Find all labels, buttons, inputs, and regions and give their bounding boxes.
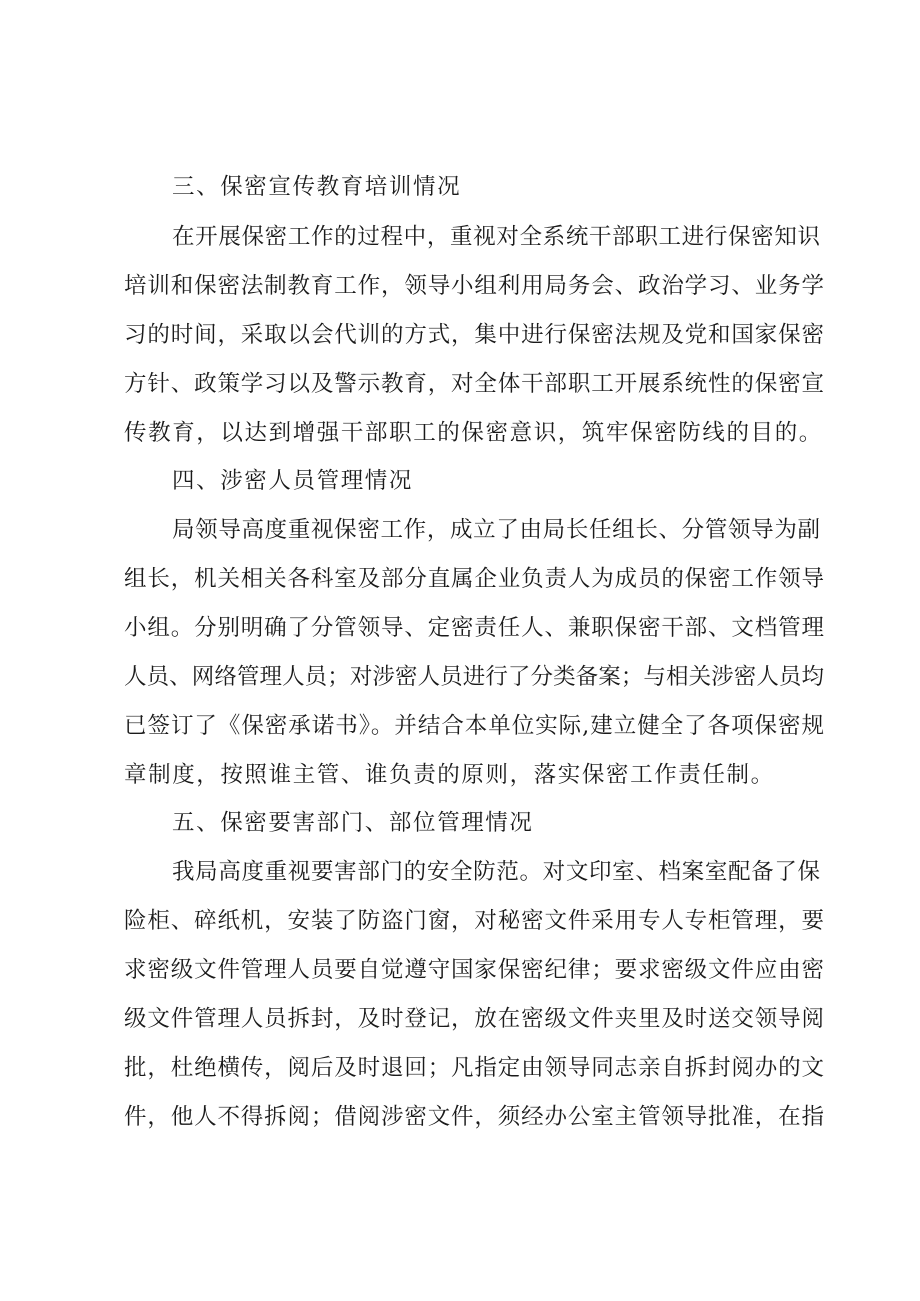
paragraph-line: 我局高度重视要害部门的安全防范。对文印室、档案室配备了保 [172, 859, 820, 885]
section-heading-3: 三、保密宣传教育培训情况 [172, 174, 462, 200]
paragraph-line: 组长，机关相关各科室及部分直属企业负责人为成员的保密工作领导 [124, 566, 824, 592]
paragraph-line: 件，他人不得拆阅；借阅涉密文件，须经办公室主管领导批准，在指 [124, 1104, 824, 1130]
paragraph-line: 险柜、碎纸机，安装了防盗门窗，对秘密文件采用专人专柜管理，要 [124, 908, 824, 934]
paragraph-line: 局领导高度重视保密工作，成立了由局长任组长、分管领导为副 [172, 517, 820, 543]
section-heading-5: 五、保密要害部门、部位管理情况 [172, 810, 534, 836]
paragraph-line: 习的时间，采取以会代训的方式，集中进行保密法规及党和国家保密 [124, 322, 824, 348]
paragraph-line: 级文件管理人员拆封，及时登记，放在密级文件夹里及时送交领导阅 [124, 1006, 824, 1032]
paragraph-line: 批，杜绝横传，阅后及时退回；凡指定由领导同志亲自拆封阅办的文 [124, 1055, 824, 1081]
paragraph-line: 人员、网络管理人员；对涉密人员进行了分类备案；与相关涉密人员均 [124, 664, 824, 690]
paragraph-line: 培训和保密法制教育工作，领导小组利用局务会、政治学习、业务学 [124, 273, 824, 299]
paragraph-line: 小组。分别明确了分管领导、定密责任人、兼职保密干部、文档管理 [124, 615, 824, 641]
paragraph-line: 传教育，以达到增强干部职工的保密意识，筑牢保密防线的目的。 [124, 420, 823, 446]
paragraph-line: 求密级文件管理人员要自觉遵守国家保密纪律；要求密级文件应由密 [124, 957, 824, 983]
section-heading-4: 四、涉密人员管理情况 [172, 468, 414, 494]
paragraph-line: 章制度，按照谁主管、谁负责的原则，落实保密工作责任制。 [124, 762, 775, 788]
paragraph-line: 在开展保密工作的过程中，重视对全系统干部职工进行保密知识 [172, 224, 820, 250]
paragraph-line: 已签订了《保密承诺书》。并结合本单位实际,建立健全了各项保密规 [124, 713, 824, 739]
paragraph-line: 方针、政策学习以及警示教育，对全体干部职工开展系统性的保密宣 [124, 371, 824, 397]
